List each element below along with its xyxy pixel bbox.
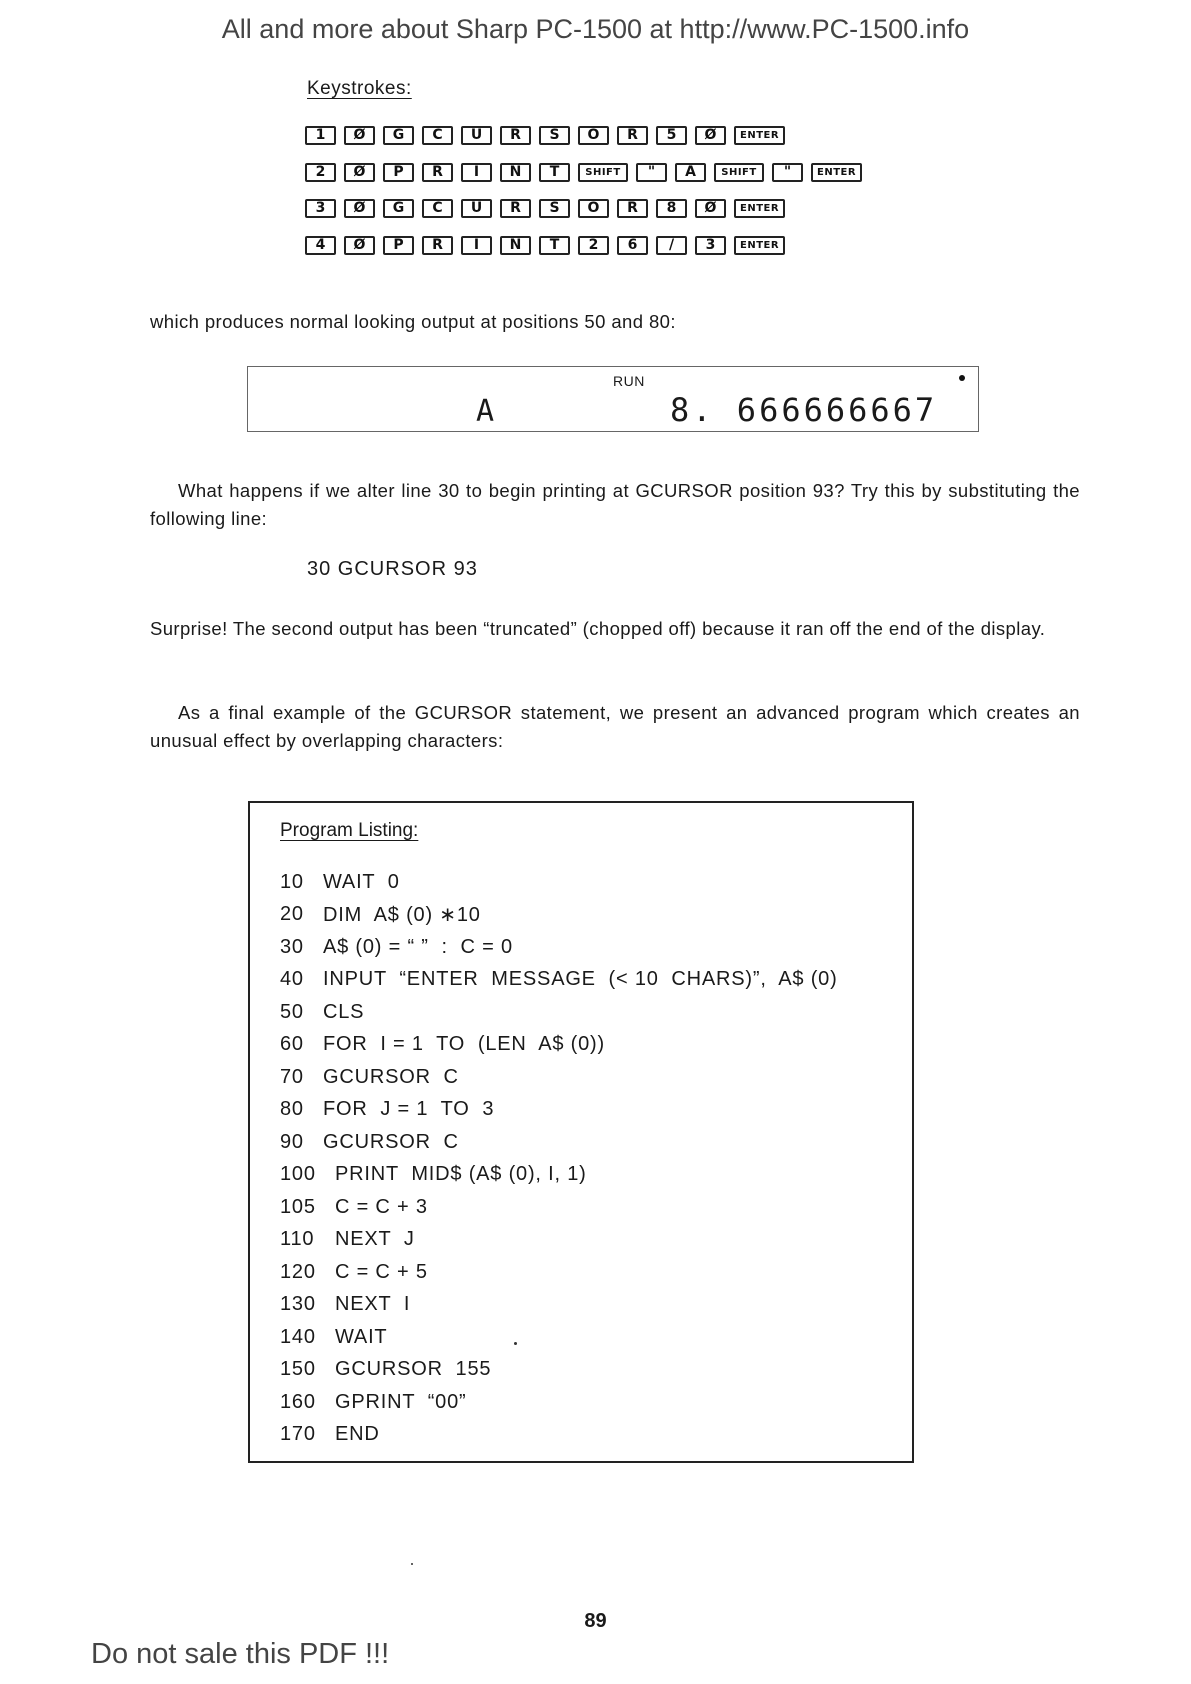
- footer-notice: Do not sale this PDF !!!: [91, 1638, 390, 1670]
- keystroke-row: [305, 197, 793, 219]
- display-left-output: A: [476, 394, 495, 429]
- listing-line: [280, 1386, 838, 1419]
- key-cap: 2: [578, 236, 609, 255]
- final-example-paragraph: As a final example of the GCURSOR statement, we present an advanced program which creates an unusual effect by overlapping characters:: [150, 702, 1080, 751]
- listing-line: [280, 931, 838, 964]
- line-code: INPUT “ENTER MESSAGE (< 10 CHARS)”, A$ (0): [323, 968, 838, 991]
- key-cap: C: [422, 126, 453, 145]
- key-cap: /: [656, 236, 687, 255]
- line-code: DIM A$ (0) ∗10: [323, 904, 481, 927]
- keystrokes-title: Keystrokes:: [307, 78, 412, 99]
- key-cap: ": [636, 163, 667, 182]
- line-number: 120: [280, 1260, 316, 1283]
- listing-line: [280, 1191, 838, 1224]
- key-cap: SHIFT: [714, 163, 764, 182]
- listing-line: [280, 1419, 838, 1452]
- intro-paragraph: which produces normal looking output at positions 50 and 80:: [150, 311, 676, 332]
- line-number: 70: [280, 1065, 304, 1088]
- listing-line: [280, 964, 838, 997]
- listing-line: [280, 1061, 838, 1094]
- key-cap: 2: [305, 163, 336, 182]
- line-number: 60: [280, 1033, 304, 1056]
- key-cap: ENTER: [811, 163, 862, 182]
- key-cap: I: [461, 163, 492, 182]
- listing-line: [280, 1354, 838, 1387]
- key-cap: Ø: [344, 163, 375, 182]
- listing-line: [280, 1126, 838, 1159]
- key-cap: ": [772, 163, 803, 182]
- listing-line: [280, 1289, 838, 1322]
- key-cap: R: [500, 199, 531, 218]
- listing-line: [280, 1321, 838, 1354]
- program-listing-title: Program Listing:: [280, 820, 419, 841]
- line-number: 105: [280, 1195, 316, 1218]
- line-code: FOR J = 1 TO 3: [323, 1098, 495, 1121]
- key-cap: U: [461, 199, 492, 218]
- line-code: GCURSOR C: [323, 1130, 459, 1153]
- key-cap: S: [539, 199, 570, 218]
- key-cap: Ø: [344, 199, 375, 218]
- line-number: 100: [280, 1163, 316, 1186]
- listing-line: [280, 1224, 838, 1257]
- line-code: WAIT: [335, 1325, 388, 1348]
- listing-line: [280, 996, 838, 1029]
- key-cap: SHIFT: [578, 163, 628, 182]
- key-cap: Ø: [344, 126, 375, 145]
- scan-speck: [514, 1342, 517, 1345]
- key-cap: C: [422, 199, 453, 218]
- indicator-dot: [959, 375, 965, 381]
- question-paragraph: What happens if we alter line 30 to begin printing at GCURSOR position 93? Try this by substituting the following line:: [150, 480, 1080, 529]
- line-code: C = C + 5: [335, 1260, 428, 1283]
- line-number: 30: [280, 935, 304, 958]
- key-cap: 3: [305, 199, 336, 218]
- listing-line: [280, 1159, 838, 1192]
- key-cap: T: [539, 236, 570, 255]
- key-cap: 4: [305, 236, 336, 255]
- line-number: 170: [280, 1423, 316, 1446]
- line-code: NEXT I: [335, 1293, 411, 1316]
- line-code: GCURSOR 155: [335, 1358, 492, 1381]
- keystroke-row: [305, 124, 793, 146]
- line-code: GCURSOR C: [323, 1065, 459, 1088]
- key-cap: Ø: [695, 126, 726, 145]
- key-cap: S: [539, 126, 570, 145]
- keystroke-row: [305, 234, 793, 256]
- run-indicator: RUN: [613, 373, 645, 389]
- listing-line: [280, 1094, 838, 1127]
- key-cap: I: [461, 236, 492, 255]
- line-number: 140: [280, 1325, 316, 1348]
- key-cap: N: [500, 163, 531, 182]
- listing-line: [280, 1256, 838, 1289]
- page-number: 89: [584, 1610, 607, 1632]
- key-cap: R: [617, 126, 648, 145]
- key-cap: 1: [305, 126, 336, 145]
- key-cap: 3: [695, 236, 726, 255]
- key-cap: G: [383, 126, 414, 145]
- key-cap: 6: [617, 236, 648, 255]
- key-cap: 5: [656, 126, 687, 145]
- scan-speck: [411, 1563, 413, 1565]
- line-number: 10: [280, 870, 304, 893]
- line-number: 90: [280, 1130, 304, 1153]
- site-banner: All and more about Sharp PC-1500 at http://www.PC-1500.info: [221, 14, 970, 44]
- line-number: 110: [280, 1228, 315, 1251]
- line-number: 150: [280, 1358, 316, 1381]
- key-cap: P: [383, 236, 414, 255]
- truncation-paragraph: Surprise! The second output has been “truncated” (chopped off) because it ran off the end of the display.: [150, 618, 1046, 639]
- line-code: WAIT 0: [323, 870, 400, 893]
- key-cap: ENTER: [734, 126, 785, 145]
- key-cap: R: [422, 236, 453, 255]
- key-cap: P: [383, 163, 414, 182]
- key-cap: T: [539, 163, 570, 182]
- line-code: C = C + 3: [335, 1195, 428, 1218]
- line-number: 130: [280, 1293, 316, 1316]
- key-cap: Ø: [344, 236, 375, 255]
- key-cap: O: [578, 199, 609, 218]
- key-cap: U: [461, 126, 492, 145]
- line-number: 160: [280, 1390, 316, 1413]
- key-cap: O: [578, 126, 609, 145]
- key-cap: 8: [656, 199, 687, 218]
- listing-line: [280, 899, 838, 932]
- line-code: GPRINT “00”: [335, 1390, 467, 1413]
- line-code: PRINT MID$ (A$ (0), I, 1): [335, 1163, 587, 1186]
- line-number: 50: [280, 1000, 304, 1023]
- line-code: A$ (0) = “ ” : C = 0: [323, 935, 513, 958]
- line-code: FOR I = 1 TO (LEN A$ (0)): [323, 1033, 605, 1056]
- key-cap: ENTER: [734, 236, 785, 255]
- substitute-code-line: 30 GCURSOR 93: [307, 558, 478, 580]
- line-code: CLS: [323, 1000, 365, 1023]
- line-number: 20: [280, 903, 304, 926]
- key-cap: A: [675, 163, 706, 182]
- line-number: 40: [280, 968, 304, 991]
- line-code: END: [335, 1423, 380, 1446]
- program-listing-lines: [280, 866, 838, 1451]
- keystroke-row: [305, 161, 870, 183]
- line-code: NEXT J: [335, 1228, 415, 1251]
- key-cap: ENTER: [734, 199, 785, 218]
- key-cap: R: [422, 163, 453, 182]
- listing-line: [280, 866, 838, 899]
- key-cap: Ø: [695, 199, 726, 218]
- key-cap: N: [500, 236, 531, 255]
- listing-line: [280, 1029, 838, 1062]
- display-right-output: 8. 666666667: [670, 391, 938, 429]
- key-cap: G: [383, 199, 414, 218]
- line-number: 80: [280, 1098, 304, 1121]
- key-cap: R: [500, 126, 531, 145]
- key-cap: R: [617, 199, 648, 218]
